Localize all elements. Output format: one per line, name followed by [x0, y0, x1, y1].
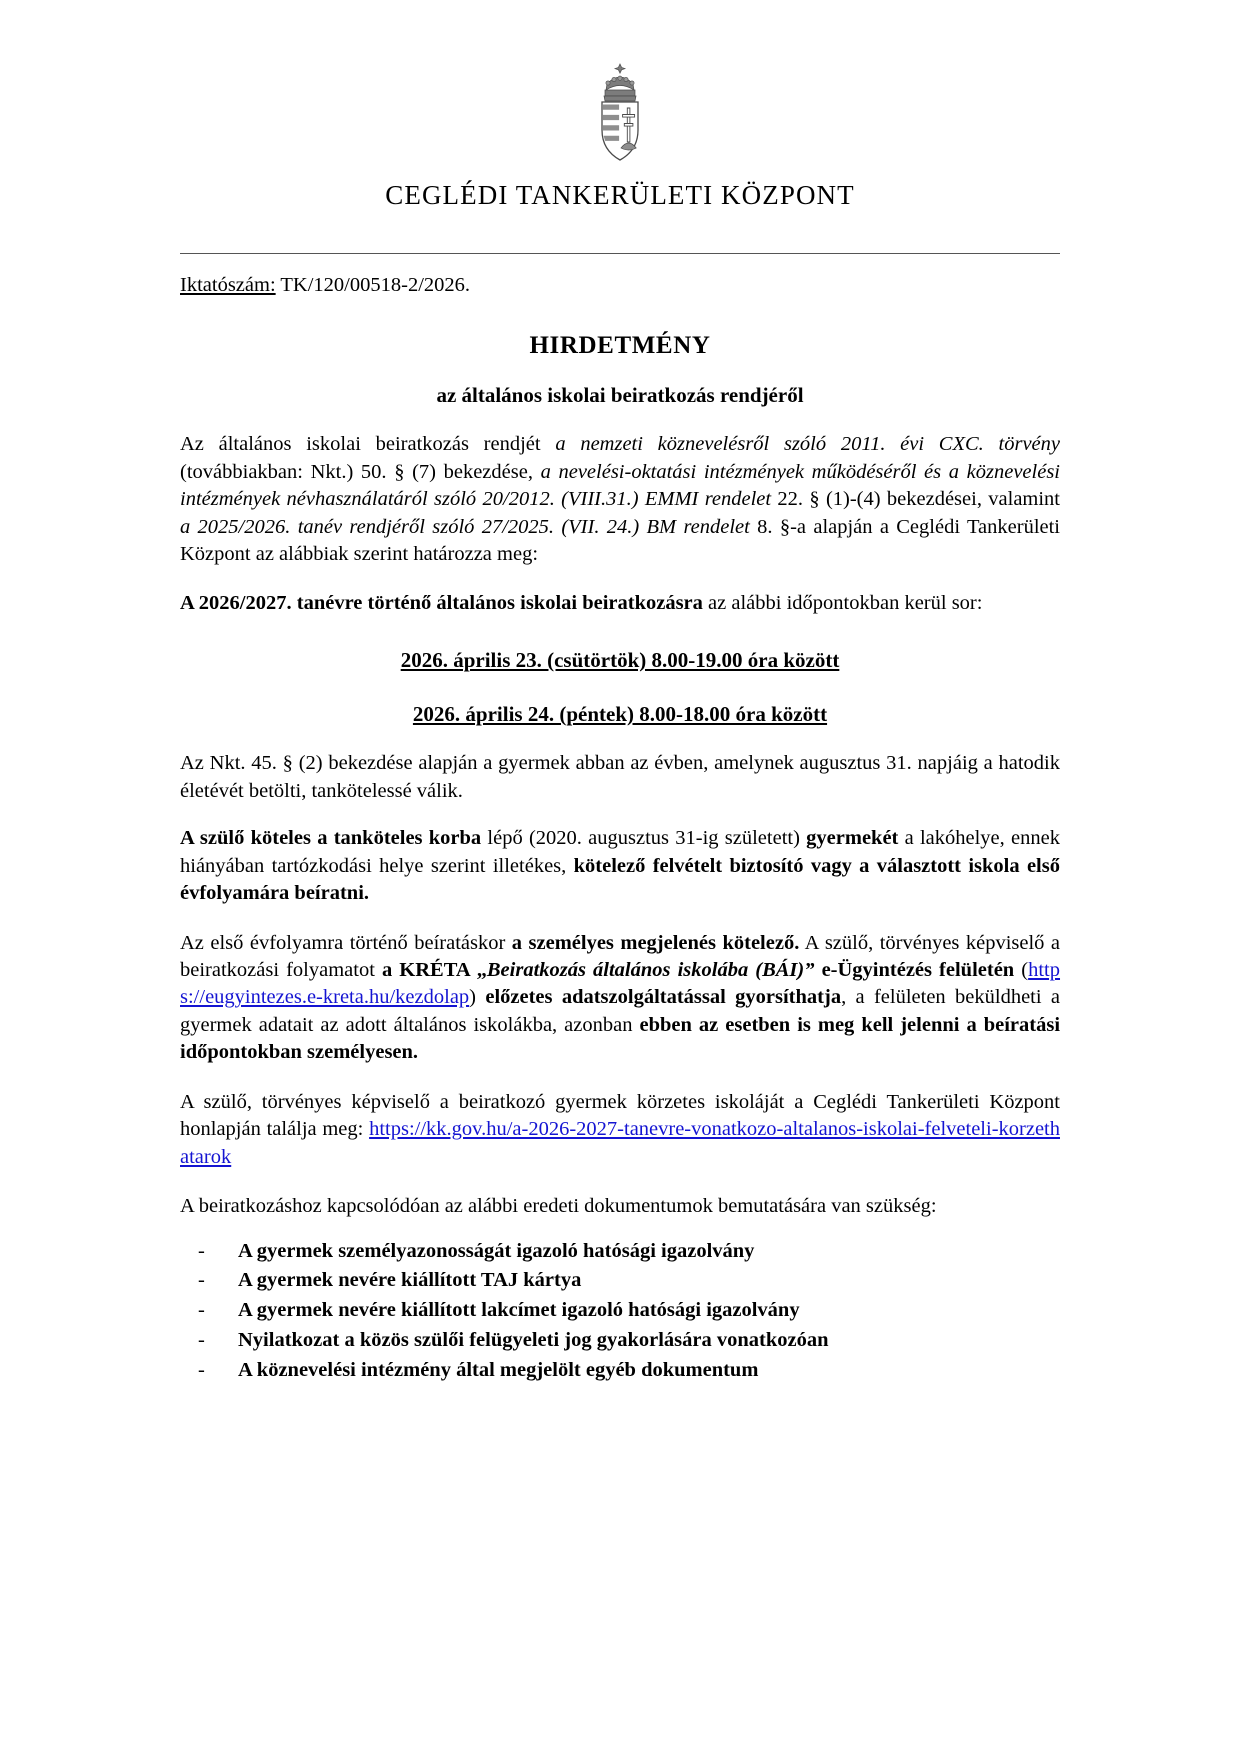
kreta-portal-link[interactable]: https://eugyintezes.e-kreta.hu/kezdolap	[180, 958, 1061, 1009]
enrollment-intro-bold: A 2026/2027. tanévre történő általános iskolai beiratkozásra	[180, 592, 703, 615]
list-bullet: -	[198, 1239, 205, 1262]
page-title: HIRDETMÉNY	[529, 332, 711, 360]
enrollment-date-1	[180, 646, 1060, 674]
parent-duty-bold-1: A szülő köteles a tanköteles korba	[180, 827, 482, 850]
list-bullet: -	[198, 1358, 205, 1381]
reference-value: TK/120/00518-2/2026.	[275, 274, 471, 296]
hungarian-coat-of-arms-icon	[581, 62, 659, 166]
list-item-label: Nyilatkozat a közös szülői felügyeleti jog gyakorlására vonatkozóan	[238, 1328, 829, 1351]
legal-basis-text-4: 8. §-a alapján a Ceglédi Tankerületi Központ az alábbiak szerint határozza meg:	[180, 515, 1061, 565]
personal-appearance-bold-3: e-Ügyintézés felületén	[814, 958, 1022, 981]
parent-duty-bold-3: kötelező felvételt biztosító vagy a választott iskola első évfolyamára beíratni.	[180, 854, 1060, 905]
legal-basis-italic-2: a nevelési-oktatási intézmények működéséről és a köznevelési intézmények névhasználatáról szóló 20/2012. (VIII.31.) EMMI rendelet	[180, 460, 1060, 511]
enrollment-date-1-text: 2026. április 23. (csütörtök) 8.00-19.00 óra között	[400, 647, 840, 672]
organization-name: CEGLÉDI TANKERÜLETI KÖZPONT	[385, 180, 855, 210]
page-subtitle: az általános iskolai beiratkozás rendjéről	[436, 382, 804, 407]
paragraph-district-school	[180, 1089, 1060, 1171]
list-item	[198, 1296, 1060, 1326]
paragraph-parent-duty	[180, 825, 1060, 907]
reference-number-line	[180, 272, 1060, 299]
personal-appearance-text-3: (	[1021, 958, 1029, 981]
personal-appearance-bold-1: a személyes megjelenés kötelező.	[511, 931, 800, 954]
list-bullet: -	[198, 1299, 205, 1322]
list-item	[198, 1326, 1060, 1356]
paragraph-compulsory-age: Az Nkt. 45. § (2) bekezdése alapján a gyermek abban az évben, amelynek augusztus 31. napjáig a hatodik életévét betölti, tankötelessé válik.	[180, 752, 1060, 802]
personal-appearance-text-4: )	[469, 986, 486, 1009]
parent-duty-text-1: lépő (2020. augusztus 31-ig született)	[481, 827, 807, 850]
list-item-label: A gyermek nevére kiállított TAJ kártya	[238, 1269, 582, 1292]
personal-appearance-text-2: A szülő, törvényes képviselő a beiratkozási folyamatot	[180, 931, 1061, 981]
personal-appearance-text-5: , a felületen beküldheti a gyermek adatait az adott általános iskolákba, azonban	[180, 986, 1060, 1036]
list-item	[198, 1237, 1060, 1267]
parent-duty-text-2: a lakóhelye, ennek hiányában tartózkodási helye szerint illetékes,	[180, 827, 1060, 877]
letterhead	[0, 0, 1240, 211]
personal-appearance-bold-4: előzetes adatszolgáltatással gyorsíthatja	[485, 986, 842, 1009]
personal-appearance-bold-2: a KRÉTA „	[381, 958, 487, 981]
document-body	[180, 254, 1060, 1385]
legal-basis-italic-3: a 2025/2026. tanév rendjéről szóló 27/2025. (VII. 24.) BM rendelet	[180, 515, 750, 538]
paragraph-documents-intro: A beiratkozáshoz kapcsolódóan az alábbi eredeti dokumentumok bemutatására van szükség:	[180, 1195, 937, 1218]
enrollment-date-2	[180, 700, 1060, 728]
personal-appearance-bolditalic-1: Beiratkozás általános iskolába (BÁI)”	[486, 958, 815, 981]
paragraph-legal-basis	[180, 431, 1060, 568]
paragraph-enrollment-intro	[180, 590, 1060, 617]
legal-basis-text-3: 22. § (1)-(4) bekezdései, valamint	[771, 488, 1061, 511]
list-item-label: A gyermek személyazonosságát igazoló hatósági igazolvány	[238, 1239, 755, 1262]
legal-basis-text-1: Az általános iskolai beiratkozás rendjét	[180, 433, 556, 456]
personal-appearance-text-1: Az első évfolyamra történő beíratáskor	[180, 931, 512, 954]
list-item-label: A köznevelési intézmény által megjelölt egyéb dokumentum	[238, 1358, 759, 1381]
enrollment-date-2-text: 2026. április 24. (péntek) 8.00-18.00 óra között	[412, 702, 828, 727]
korzethatarok-link[interactable]: https://kk.gov.hu/a-2026-2027-tanevre-vonatkozo-altalanos-iskolai-felveteli-korzethatarok	[180, 1118, 1060, 1168]
list-item	[198, 1266, 1060, 1296]
list-item-label: A gyermek nevére kiállított lakcímet igazoló hatósági igazolvány	[238, 1299, 800, 1322]
list-bullet: -	[198, 1269, 205, 1292]
reference-label: Iktatószám:	[180, 274, 276, 296]
paragraph-personal-appearance	[180, 930, 1060, 1067]
legal-basis-italic-1: a nemzeti köznevelésről szóló 2011. évi CXC. törvény	[555, 433, 1060, 456]
personal-appearance-bold-5: ebben az esetben is meg kell jelenni a beíratási időpontokban személyesen.	[180, 1013, 1061, 1064]
list-item	[198, 1356, 1060, 1386]
district-school-text: A szülő, törvényes képviselő a beiratkozó gyermek körzetes iskoláját a Ceglédi Tankerületi Központ honlapján találja meg:	[180, 1090, 1060, 1141]
legal-basis-text-2: (továbbiakban: Nkt.) 50. § (7) bekezdése,	[180, 460, 541, 483]
parent-duty-bold-2: gyermekét	[806, 827, 899, 850]
list-bullet: -	[198, 1328, 205, 1351]
required-documents-list	[180, 1237, 1060, 1386]
enrollment-intro-text: az alábbi időpontokban kerül sor:	[702, 592, 983, 615]
